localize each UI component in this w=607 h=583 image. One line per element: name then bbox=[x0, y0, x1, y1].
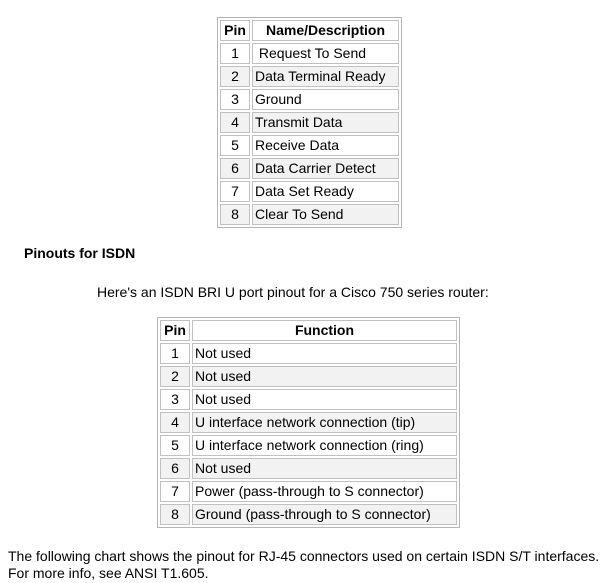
table-header-row bbox=[220, 20, 399, 41]
pin-description: Data Terminal Ready bbox=[252, 66, 399, 87]
pin-function: Not used bbox=[192, 366, 457, 387]
pin-column-header: Pin bbox=[220, 20, 250, 41]
pin-number: 5 bbox=[160, 435, 190, 456]
pin-function: Ground (pass-through to S connector) bbox=[192, 504, 457, 525]
table-row bbox=[160, 343, 457, 364]
pin-description: Receive Data bbox=[252, 135, 399, 156]
table-row bbox=[160, 458, 457, 479]
serial-pinout-table bbox=[217, 17, 402, 228]
pin-number: 6 bbox=[220, 158, 250, 179]
table-row bbox=[160, 504, 457, 525]
footer-paragraph: The following chart shows the pinout for RJ-45 connectors used on certain ISDN S/T interfaces. For more info, see ANSI T1.605. bbox=[8, 548, 600, 581]
pin-number: 3 bbox=[220, 89, 250, 110]
table-row bbox=[220, 204, 399, 225]
pin-description: Data Set Ready bbox=[252, 181, 399, 202]
pin-number: 8 bbox=[160, 504, 190, 525]
table-row bbox=[160, 366, 457, 387]
intro-paragraph: Here's an ISDN BRI U port pinout for a Cisco 750 series router: bbox=[97, 284, 489, 300]
isdn-bri-u-pinout-table bbox=[157, 317, 460, 528]
pin-function: Not used bbox=[192, 343, 457, 364]
pin-number: 7 bbox=[220, 181, 250, 202]
pin-number: 4 bbox=[160, 412, 190, 433]
pin-number: 3 bbox=[160, 389, 190, 410]
pin-description: Transmit Data bbox=[252, 112, 399, 133]
pin-number: 7 bbox=[160, 481, 190, 502]
function-column-header: Function bbox=[192, 320, 457, 341]
table-header-row bbox=[160, 320, 457, 341]
pin-number: 2 bbox=[220, 66, 250, 87]
pin-function: Not used bbox=[192, 458, 457, 479]
pin-number: 6 bbox=[160, 458, 190, 479]
pin-number: 5 bbox=[220, 135, 250, 156]
pin-description: Clear To Send bbox=[252, 204, 399, 225]
pin-function: Not used bbox=[192, 389, 457, 410]
table-row bbox=[220, 135, 399, 156]
pin-number: 4 bbox=[220, 112, 250, 133]
pin-description: Data Carrier Detect bbox=[252, 158, 399, 179]
section-heading: Pinouts for ISDN bbox=[24, 245, 136, 261]
pin-function: Power (pass-through to S connector) bbox=[192, 481, 457, 502]
pin-function: U interface network connection (tip) bbox=[192, 412, 457, 433]
table-row bbox=[220, 158, 399, 179]
table-row bbox=[220, 112, 399, 133]
pin-number: 8 bbox=[220, 204, 250, 225]
table-row bbox=[220, 43, 399, 64]
pin-description: Ground bbox=[252, 89, 399, 110]
pin-function: U interface network connection (ring) bbox=[192, 435, 457, 456]
table-row bbox=[160, 435, 457, 456]
table-row bbox=[220, 181, 399, 202]
table-row bbox=[220, 89, 399, 110]
table-row bbox=[160, 412, 457, 433]
pin-number: 2 bbox=[160, 366, 190, 387]
pin-number: 1 bbox=[220, 43, 250, 64]
table-row bbox=[160, 389, 457, 410]
name-description-column-header: Name/Description bbox=[252, 20, 399, 41]
pin-column-header: Pin bbox=[160, 320, 190, 341]
pin-description: Request To Send bbox=[252, 43, 399, 64]
table-row bbox=[220, 66, 399, 87]
pin-number: 1 bbox=[160, 343, 190, 364]
table-row bbox=[160, 481, 457, 502]
